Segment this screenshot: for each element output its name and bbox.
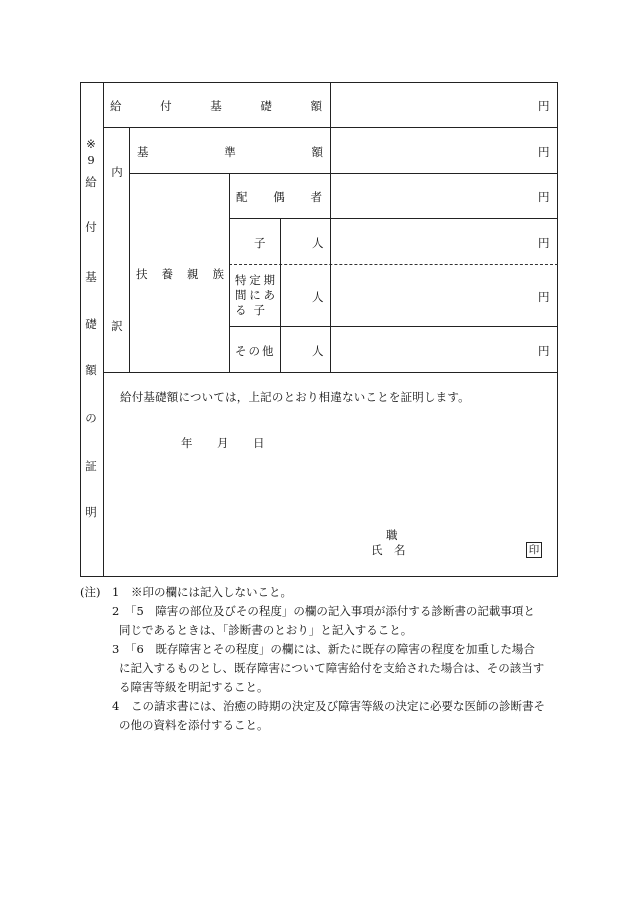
note-line: の他の資料を添付すること。 <box>119 718 269 732</box>
name-label: 氏 名 <box>371 543 406 557</box>
breakdown-label-top: 内 <box>111 165 123 179</box>
specific-child-label: 特 定 期 <box>235 273 275 287</box>
section-char: の <box>85 411 97 425</box>
spouse-unit: 円 <box>538 190 550 204</box>
section-mark: ※ <box>86 137 96 151</box>
note-line: この請求書には、治癒の時期の決定及び障害等級の決定に必要な医師の診断書そ <box>131 699 545 713</box>
specific-child-label: 間 に あ <box>235 288 275 302</box>
others-label: その他 <box>235 344 276 358</box>
child-label: 子 <box>254 236 266 250</box>
position-label: 職 <box>386 528 398 542</box>
specific-child-unit: 円 <box>538 290 550 304</box>
child-unit: 円 <box>538 236 550 250</box>
date-day: 日 <box>253 436 265 450</box>
note-number: 3 <box>112 642 120 656</box>
dependents-label: 扶 養 親 族 <box>136 267 224 281</box>
note-line: ※印の欄には記入しないこと。 <box>131 585 292 599</box>
standard-amount-unit: 円 <box>538 145 550 159</box>
base-amount-unit: 円 <box>538 99 550 113</box>
breakdown-label-bottom: 訳 <box>111 319 123 333</box>
seal-mark: 印 <box>526 542 542 558</box>
child-count-unit: 人 <box>312 236 324 250</box>
spouse-label: 配 偶 者 <box>236 190 322 204</box>
date-year: 年 <box>181 436 193 450</box>
section-number: 9 <box>87 153 95 167</box>
note-line: 同じであるときは、「診断書のとおり」と記入すること。 <box>119 623 413 637</box>
section-char: 証 <box>85 459 97 473</box>
section-char: 付 <box>85 220 97 234</box>
certification-statement: 給付基礎額については，上記のとおり相違ないことを証明します。 <box>120 390 470 404</box>
specific-child-count-unit: 人 <box>312 290 324 304</box>
section-char: 基 <box>85 270 97 284</box>
note-line: に記入するものとし、既存障害について障害給付を支給された場合は、その該当す <box>119 661 545 675</box>
note-line: 「5 障害の部位及びその程度」の欄の記入事項が添付する診断書の記載事項と <box>125 604 535 618</box>
note-number: 4 <box>112 699 120 713</box>
notes-heading: (注) <box>80 585 101 599</box>
others-unit: 円 <box>538 344 550 358</box>
base-amount-label: 給 付 基 礎 額 <box>110 99 322 113</box>
section-char: 明 <box>85 505 97 519</box>
section-char: 額 <box>85 363 97 377</box>
section-char: 礎 <box>85 317 97 331</box>
specific-child-label: る子 <box>235 303 272 317</box>
date-month: 月 <box>217 436 229 450</box>
note-number: 2 <box>112 604 120 618</box>
section-char: 給 <box>85 175 97 189</box>
standard-amount-label: 基 準 額 <box>137 145 323 159</box>
note-line: る障害等級を明記すること。 <box>119 680 269 694</box>
note-line: 「6 既存障害とその程度」の欄には、新たに既存の障害の程度を加重した場合 <box>125 642 535 656</box>
note-number: 1 <box>112 585 120 599</box>
others-count-unit: 人 <box>312 344 324 358</box>
